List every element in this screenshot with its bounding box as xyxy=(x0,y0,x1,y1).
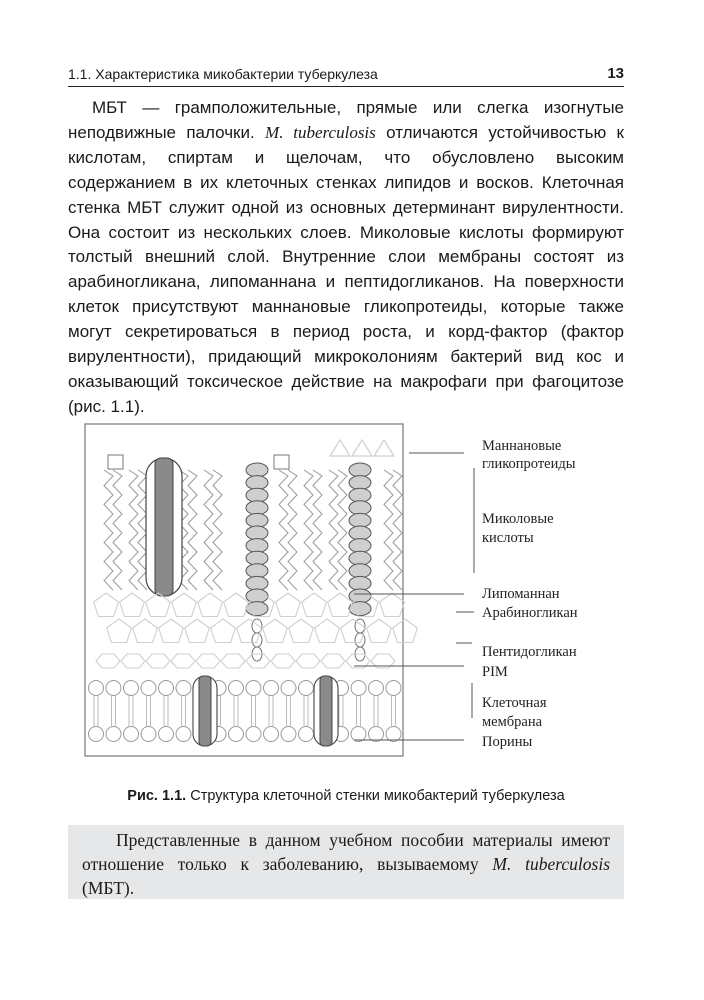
mannan-square xyxy=(274,455,289,469)
lipomannan-bead xyxy=(246,501,268,515)
membrane-lipid-head xyxy=(299,681,314,696)
body-paragraph xyxy=(68,96,624,420)
mycolic-acid-chain xyxy=(104,470,113,590)
membrane-lipid-head xyxy=(351,681,366,696)
mycolic-acid-chain xyxy=(204,470,213,590)
arabinoglycan-pentagon xyxy=(224,593,249,617)
arabinoglycan-pentagon xyxy=(276,593,301,617)
mannan-triangle xyxy=(374,440,394,456)
membrane-lipid-head xyxy=(246,727,261,742)
lipomannan-bead xyxy=(246,526,268,540)
membrane-lipid-head xyxy=(229,727,244,742)
arabinoglycan-pentagon xyxy=(146,593,171,617)
lipomannan-bead xyxy=(246,551,268,565)
lipomannan-bead xyxy=(349,501,371,515)
membrane-lipid-head xyxy=(124,727,139,742)
membrane-lipid-head xyxy=(281,681,296,696)
lipomannan-bead xyxy=(349,463,371,477)
arabinoglycan-pentagon xyxy=(315,619,340,643)
note-species-name: M. tuberculosis xyxy=(492,854,611,874)
mycolic-acid-chain xyxy=(384,470,393,590)
mycolic-acid-chain xyxy=(329,470,338,590)
running-header xyxy=(68,62,624,87)
membrane-lipid-head xyxy=(264,681,279,696)
membrane-lipid-head xyxy=(351,727,366,742)
label-porins: Порины xyxy=(482,734,533,750)
figure-caption xyxy=(68,788,624,804)
lipomannan-bead xyxy=(246,513,268,527)
lipomannan-bead xyxy=(349,564,371,578)
label-mycolic-1: Миколовые xyxy=(482,511,554,527)
note-text-part2: (МБТ). xyxy=(82,878,135,898)
note-box xyxy=(68,825,624,899)
label-mycolic-2: кислоты xyxy=(482,530,534,546)
arabinoglycan-pentagon xyxy=(133,619,158,643)
species-name: M. tuberculosis xyxy=(265,122,376,142)
lipomannan-bead xyxy=(349,589,371,603)
peptidoglycan-hexagon xyxy=(96,654,120,668)
lipomannan-bead xyxy=(246,576,268,590)
label-peptidoglycan: Пентидогликан xyxy=(482,644,577,660)
lipomannan-bead xyxy=(246,476,268,490)
mycolic-acid-chain xyxy=(393,470,402,590)
lipomannan-bead xyxy=(349,513,371,527)
body-text-part1: МБТ — грамположительные, прямые или слегка изогнутые неподвижные палочки. xyxy=(68,98,624,142)
cell-wall-figure xyxy=(84,418,610,758)
arabinoglycan-pentagon xyxy=(393,619,418,643)
membrane-lipid-head xyxy=(369,727,384,742)
arabinoglycan-pentagon xyxy=(211,619,236,643)
mycolic-acid-chain xyxy=(288,470,297,590)
label-lipomannan: Липоманнан xyxy=(482,586,560,602)
membrane-lipid-head xyxy=(246,681,261,696)
cell-wall-diagram xyxy=(89,440,418,746)
peptidoglycan-hexagon xyxy=(271,654,295,668)
membrane-lipid-head xyxy=(106,727,121,742)
mannan-triangle xyxy=(330,440,350,456)
arabinoglycan-pentagon xyxy=(289,619,314,643)
peptidoglycan-hexagon xyxy=(221,654,245,668)
mycolic-acid-chain xyxy=(313,470,322,590)
label-membrane-2: мембрана xyxy=(482,714,543,730)
page-number: 13 xyxy=(607,65,624,82)
arabinoglycan-pentagon xyxy=(94,593,119,617)
label-membrane-1: Клеточная xyxy=(482,695,547,711)
mycolic-acid-chain xyxy=(279,470,288,590)
arabinoglycan-pentagon xyxy=(198,593,223,617)
label-arabinoglycan: Арабиногликан xyxy=(482,605,578,621)
membrane-lipid-head xyxy=(89,681,104,696)
membrane-lipid-head xyxy=(281,727,296,742)
peptidoglycan-hexagon xyxy=(296,654,320,668)
membrane-lipid-head xyxy=(299,727,314,742)
peptidoglycan-hexagon xyxy=(321,654,345,668)
peptidoglycan-hexagon xyxy=(171,654,195,668)
peptidoglycan-hexagon xyxy=(196,654,220,668)
porin-core xyxy=(199,676,211,746)
mycolic-acid-chain xyxy=(338,470,347,590)
membrane-lipid-head xyxy=(106,681,121,696)
label-mannan-2: гликопротеиды xyxy=(482,456,576,472)
body-text-part2: отличаются устойчивостью к кислотам, спиртам и щелочам, что обусловлено высоким содержанием в их клеточных стенках липидов и восков. Клеточная стенка МБТ служит одной из основных детерминант вирулентности. Она состоит из нескольких слоев. Миколовые кислоты формируют толстый внешний слой. Внутренние слои мембраны состоят из арабиногликана, липоманнана и пептидогликанов. На поверхности клеток присутствуют маннановые гликопротеиды, которые также могут секретироваться в период роста, и корд-фактор (фактор вирулентности), придающий микроколониям бактерий вид кос и оказывающий токсическое действие на макрофаги при фагоцитозе (рис. 1.1). xyxy=(68,122,624,416)
mycolic-acid-chain xyxy=(304,470,313,590)
label-leaders xyxy=(354,453,474,740)
membrane-lipid-head xyxy=(229,681,244,696)
mycolic-acid-chain xyxy=(129,470,138,590)
lipomannan-bead xyxy=(349,526,371,540)
mycolic-acid-chain xyxy=(213,470,222,590)
membrane-lipid-head xyxy=(176,681,191,696)
membrane-lipid-head xyxy=(159,727,174,742)
membrane-lipid-head xyxy=(141,727,156,742)
peptidoglycan-hexagon xyxy=(146,654,170,668)
membrane-lipid-head xyxy=(369,681,384,696)
membrane-lipid-head xyxy=(264,727,279,742)
membrane-lipid-head xyxy=(386,681,401,696)
lipomannan-bead xyxy=(246,463,268,477)
caption-label: Рис. 1.1. xyxy=(127,788,187,804)
membrane-lipid-head xyxy=(386,727,401,742)
arabinoglycan-pentagon xyxy=(302,593,327,617)
lipomannan-bead xyxy=(349,488,371,502)
membrane-lipid-head xyxy=(176,727,191,742)
membrane-lipid-head xyxy=(89,727,104,742)
caption-text: Структура клеточной стенки микобактерий туберкулеза xyxy=(186,788,565,804)
mannan-triangle xyxy=(352,440,372,456)
lipomannan-bead xyxy=(246,602,268,616)
mannan-square xyxy=(108,455,123,469)
arabinoglycan-pentagon xyxy=(263,619,288,643)
membrane-lipid-head xyxy=(124,681,139,696)
section-title: 1.1. Характеристика микобактерии туберкулеза xyxy=(68,66,378,82)
porin-core xyxy=(320,676,332,746)
lipomannan-bead xyxy=(246,539,268,553)
arabinoglycan-pentagon xyxy=(185,619,210,643)
arabinoglycan-pentagon xyxy=(172,593,197,617)
arabinoglycan-pentagon xyxy=(107,619,132,643)
membrane-lipid-head xyxy=(141,681,156,696)
lipomannan-bead xyxy=(349,551,371,565)
arabinoglycan-pentagon xyxy=(367,619,392,643)
lipomannan-bead xyxy=(349,576,371,590)
arabinoglycan-pentagon xyxy=(120,593,145,617)
lipomannan-bead xyxy=(246,488,268,502)
lipomannan-bead xyxy=(246,564,268,578)
label-pim: PIM xyxy=(482,664,508,680)
label-mannan-1: Маннановые xyxy=(482,438,562,454)
note-text-part1: Представленные в данном учебном пособии материалы имеют отношение только к заболеванию, вызываемому xyxy=(82,830,610,874)
arabinoglycan-pentagon xyxy=(159,619,184,643)
arabinoglycan-pentagon xyxy=(380,593,405,617)
mycolic-acid-chain xyxy=(113,470,122,590)
lipomannan-bead xyxy=(349,539,371,553)
cord-factor-core xyxy=(155,458,173,596)
peptidoglycan-hexagon xyxy=(121,654,145,668)
mycolic-acid-chain xyxy=(188,470,197,590)
lipomannan-bead xyxy=(349,476,371,490)
membrane-lipid-head xyxy=(159,681,174,696)
